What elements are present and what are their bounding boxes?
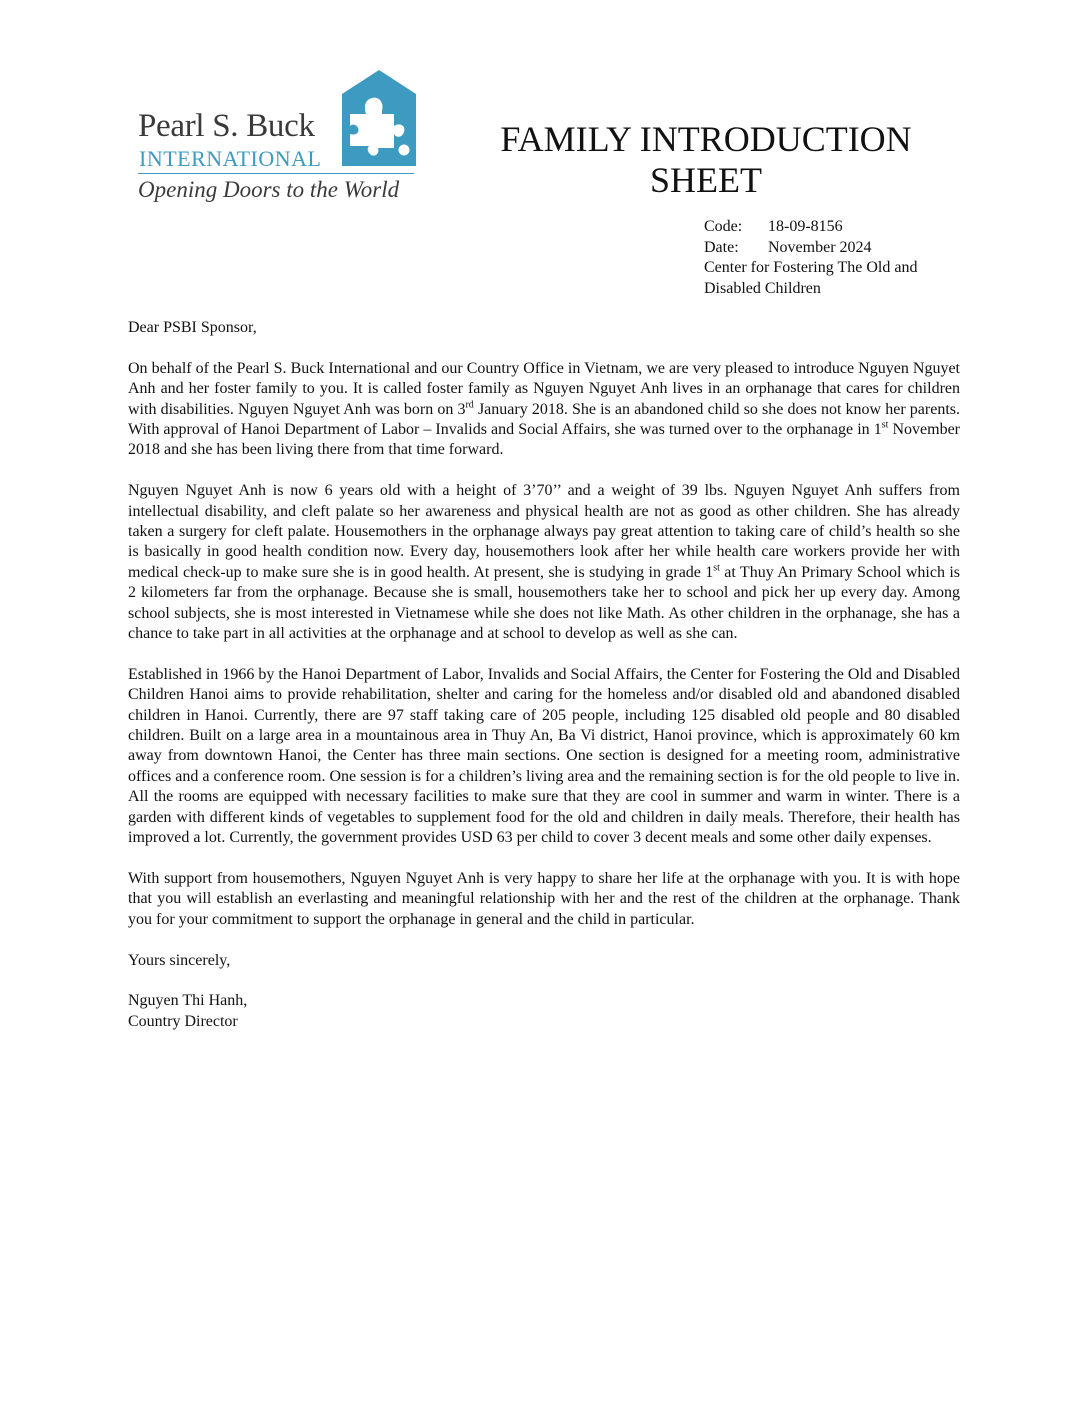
logo-divider — [138, 173, 414, 174]
document-meta — [704, 217, 974, 299]
signer-title: Country Director — [128, 1012, 238, 1030]
logo-tagline: Opening Doors to the World — [138, 177, 400, 202]
title-line-1: FAMILY INTRODUCTION — [500, 119, 912, 159]
closing: Yours sincerely, — [128, 951, 231, 969]
salutation: Dear PSBI Sponsor, — [128, 319, 257, 336]
code-label: Code: — [704, 218, 743, 235]
paragraph-introduction: On behalf of the Pearl S. Buck International and our Country Office in Vietnam, we are very pleased to introduce Nguyen Nguyet Anh and her foster family to you. It is called foster family as Nguyen Nguyet Anh lives in an orphanage that cares for children with disabilities. Nguyen Nguyet Anh was born on 3rd January 2018. She is an abandoned child so she does not know her parents. With approval of Hanoi Department of Labor – Invalids and Social Affairs, she was turned over to the orphanage in 1st November 2018 and she has been living there from that time forward. — [128, 359, 960, 459]
page-title — [470, 119, 942, 201]
date-value: November 2024 — [768, 238, 872, 256]
date-label: Date: — [704, 238, 739, 256]
date-row — [704, 238, 974, 259]
paragraph-closing-remarks: With support from housemothers, Nguyen Nguyet Anh is very happy to share her life at the orphanage with you. It is with hope that you will establish an everlasting and meaningful relationship with her and the rest of the children at the orphanage. Thank you for your commitment to support the orphanage in general and the child in particular. — [128, 869, 960, 928]
organization-logo — [136, 70, 421, 210]
signer-name: Nguyen Thi Hanh, — [128, 992, 248, 1010]
title-line-2: SHEET — [650, 160, 762, 200]
paragraph-child-profile: Nguyen Nguyet Anh is now 6 years old with a height of 3’70’’ and a weight of 39 lbs. Nguyen Nguyet Anh suffers from intellectual disability, and cleft palate so her awareness and physical health are not as good as other children. She has already taken a surgery for cleft palate. Housemothers in the orphanage always pay great attention to taking care of child’s health so she is basically in good health condition now. Every day, housemothers look after her while health care workers provide her with medical check-up to make sure she is in good health. At present, she is studying in grade 1st at Thuy An Primary School which is 2 kilometers far from the orphanage. Because she is small, housemothers take her to school and pick her up every day. Among school subjects, she is most interested in Vietnamese while she does not like Math. As other children in the orphanage, she has a chance to take part in all activities at the orphanage and at school to develop as well as she can. — [128, 482, 960, 643]
logo-international: INTERNATIONAL — [139, 146, 322, 171]
center-name-line-2: Disabled Children — [704, 279, 821, 297]
logo-name: Pearl S. Buck — [138, 108, 315, 144]
code-row — [704, 217, 974, 238]
paragraph-center-description: Established in 1966 by the Hanoi Department of Labor, Invalids and Social Affairs, the Center for Fostering the Old and Disabled Children Hanoi aims to provide rehabilitation, shelter and caring for the homeless and/or disabled old and abandoned disabled children in Hanoi. Currently, there are 97 staff taking care of 205 people, including 125 disabled old people and 80 disabled children. Built on a large area in a mountainous area in Thuy An, Ba Vi district, Hanoi province, which is approximately 60 km away from downtown Hanoi, the Center has three main sections. One section is designed for a meeting room, administrative offices and a conference room. One session is for a children’s living area and the remaining section is for the old people to live in. All the rooms are equipped with necessary facilities to make sure that they are cool in summer and warm in winter. There is a garden with different kinds of vegetables to supplement food for the old and children in daily meals. Therefore, their health has improved a lot. Currently, the government provides USD 63 per child to cover 3 decent meals and some other daily expenses. — [128, 665, 960, 847]
center-name-line-1: Center for Fostering The Old and — [704, 259, 918, 276]
letter-body — [128, 318, 960, 1032]
code-value: 18-09-8156 — [768, 218, 843, 235]
puzzle-house-icon — [342, 70, 416, 166]
signature-block — [128, 991, 960, 1032]
